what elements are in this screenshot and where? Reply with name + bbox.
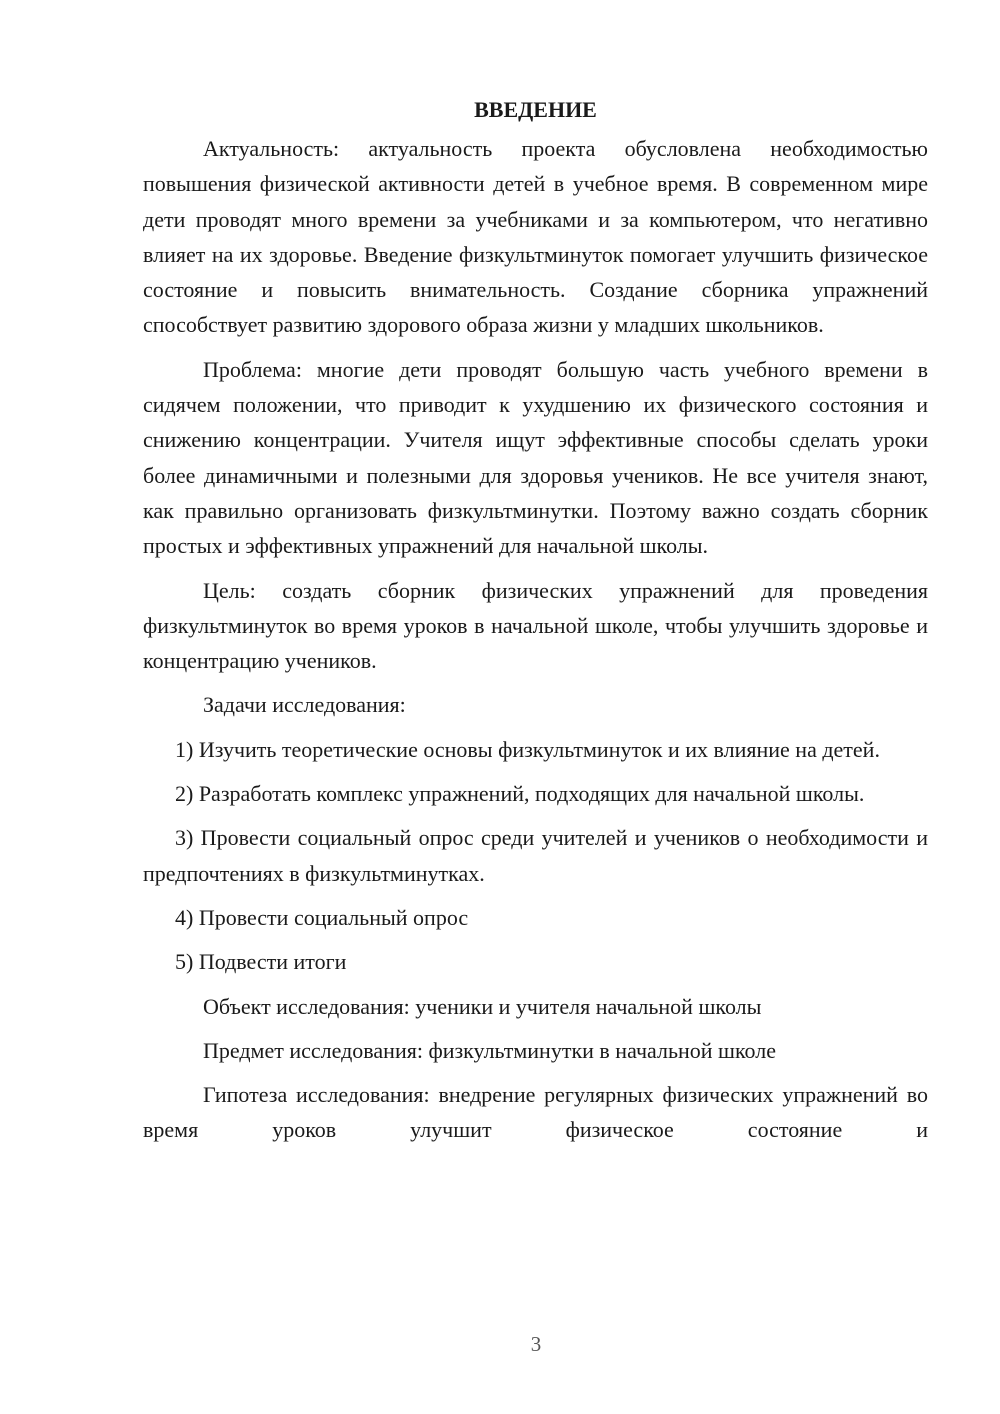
task-item-4: 4) Провести социальный опрос (175, 904, 469, 930)
section-title: ВВЕДЕНИЕ (474, 97, 597, 122)
task-item-3: 3) Провести социальный опрос среди учителей и учеников о необходимости и предпочтениях в физкультминутках. (143, 825, 928, 886)
research-subject: Предмет исследования: физкультминутки в начальной школе (203, 1037, 776, 1063)
task-item-1: 1) Изучить теоретические основы физкультминуток и их влияние на детей. (175, 736, 880, 762)
hypothesis-paragraph: Гипотеза исследования: внедрение регулярных физических упражнений во время уроков улучшит физическое состояние и (143, 1082, 928, 1143)
tasks-heading: Задачи исследования: (203, 692, 406, 718)
task-item-2: 2) Разработать комплекс упражнений, подходящих для начальной школы. (175, 781, 865, 807)
relevance-paragraph: Актуальность: актуальность проекта обусловлена необходимостью повышения физической активности детей в учебное время. В современном мире дети проводят много времени за учебниками и за компьютером, что негативно влияет на их здоровье. Введение физкультминуток помогает улучшить физическое состояние и повысить внимательность. Создание сборника упражнений способствует развитию здорового образа жизни у младших школьников. (143, 136, 928, 338)
goal-paragraph: Цель: создать сборник физических упражнений для проведения физкультминуток во время уроков в начальной школе, чтобы улучшить здоровье и концентрацию учеников. (143, 577, 928, 674)
research-object: Объект исследования: ученики и учителя начальной школы (203, 993, 762, 1019)
task-item-5: 5) Подвести итоги (175, 949, 347, 975)
page-content (143, 92, 928, 1157)
page-number: 3 (530, 1332, 542, 1356)
problem-paragraph: Проблема: многие дети проводят большую часть учебного времени в сидячем положении, что приводит к ухудшению их физического состояния и снижению концентрации. Учителя ищут эффективные способы сделать уроки более динамичными и полезными для здоровья учеников. Не все учителя знают, как правильно организовать физкультминутки. Поэтому важно создать сборник простых и эффективных упражнений для начальной школы. (143, 356, 928, 559)
